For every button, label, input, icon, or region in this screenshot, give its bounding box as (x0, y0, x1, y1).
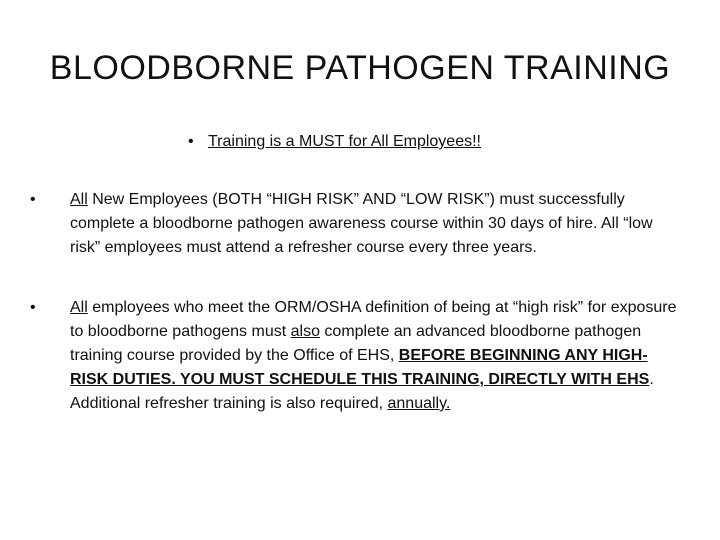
bullet-text-b: complete an advanced bloodborne pathogen training course provided by the Office of EHS, (70, 323, 642, 364)
bullet-tail: annually. (387, 395, 451, 412)
bullet-emphasis: also (290, 323, 320, 340)
bullet-item-new-employees (30, 188, 680, 260)
bullet-text: New Employees (BOTH “HIGH RISK” AND “LOW RISK”) must successfully complete a bloodborne pathogen awareness course within 30 days of hire. All “low risk” employees must attend a refresher course every three years. (70, 191, 653, 256)
subtitle-bullet (188, 130, 481, 154)
bullet-lead: All (70, 191, 88, 208)
subtitle-text: Training is a MUST for All Employees!! (208, 133, 481, 150)
bullet-text-a: employees who meet the ORM/OSHA definition of being at “high risk” for exposure to bloodborne pathogens must (70, 299, 677, 340)
bullet-dot: • (30, 191, 36, 208)
bullet-dot: • (188, 133, 194, 150)
bullet-text-c: . Additional refresher training is also required, (70, 371, 654, 412)
bullet-list (30, 188, 680, 452)
bullet-bold-underlined: BEFORE BEGINNING ANY HIGH-RISK DUTIES. YOU MUST SCHEDULE THIS TRAINING, DIRECTLY WITH EHS (70, 347, 650, 388)
bullet-item-high-risk (30, 296, 680, 416)
bullet-lead: All (70, 299, 88, 316)
bullet-dot: • (30, 299, 36, 316)
slide-title: BLOODBORNE PATHOGEN TRAINING (49, 49, 671, 87)
